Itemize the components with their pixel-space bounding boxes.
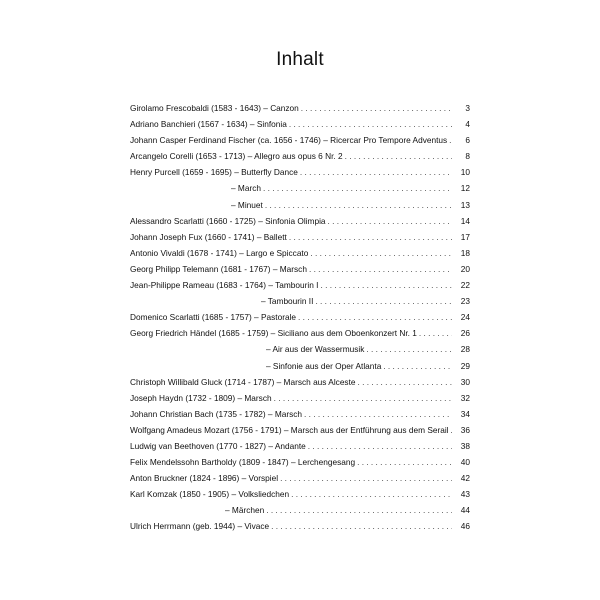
dot-leader — [263, 180, 452, 196]
toc-entry — [130, 406, 470, 422]
dot-leader — [328, 213, 452, 229]
toc-entry — [130, 470, 470, 486]
toc-page-number: 28 — [460, 344, 470, 355]
toc-entry — [130, 213, 470, 229]
toc-entry-text: Johann Casper Ferdinand Fischer (ca. 1656 - 1746) – Ricercar Pro Tempore Adventus — [130, 135, 448, 146]
toc-entry-text: – Air aus der Wassermusik — [266, 344, 365, 355]
dot-leader — [315, 293, 452, 309]
toc-entry-text: Felix Mendelssohn Bartholdy (1809 - 1847) – Lerchengesang — [130, 457, 356, 468]
toc-entry — [130, 180, 470, 196]
toc-page-number: 17 — [460, 231, 470, 242]
toc-entry — [130, 390, 470, 406]
toc-entry — [130, 293, 470, 309]
toc-entry-text: Domenico Scarlatti (1685 - 1757) – Pastorale — [130, 312, 297, 323]
dot-leader — [358, 374, 453, 390]
dot-leader — [291, 486, 452, 502]
toc-entry-text: Wolfgang Amadeus Mozart (1756 - 1791) – Marsch aus der Entführung aus dem Serail — [130, 424, 449, 435]
toc-entry-text: Karl Komzak (1850 - 1905) – Volksliedchen — [130, 489, 290, 500]
dot-leader — [289, 229, 452, 245]
dot-leader — [419, 325, 452, 341]
dot-leader — [301, 100, 452, 116]
dot-leader — [300, 164, 452, 180]
dot-leader — [289, 116, 452, 132]
dot-leader — [265, 197, 452, 213]
toc-page-number: 10 — [460, 167, 470, 178]
toc-page-number: 24 — [460, 312, 470, 323]
toc-entry — [130, 277, 470, 293]
dot-leader — [304, 406, 452, 422]
dot-leader — [345, 148, 452, 164]
toc-page-number: 42 — [460, 473, 470, 484]
toc-page-number: 3 — [465, 103, 470, 113]
toc-page-number: 40 — [460, 457, 470, 468]
dot-leader — [383, 358, 452, 374]
toc-page-number: 14 — [460, 215, 470, 226]
toc-entry — [130, 341, 470, 357]
toc-entry-text: – Märchen — [225, 505, 265, 516]
dot-leader — [271, 518, 452, 534]
toc-entry — [130, 374, 470, 390]
toc-entry-text: – Tambourin II — [261, 296, 314, 307]
dot-leader — [298, 309, 452, 325]
toc-page-number: 30 — [460, 376, 470, 387]
dot-leader — [274, 390, 452, 406]
toc-entry-text: Girolamo Frescobaldi (1583 - 1643) – Canzon — [130, 103, 299, 113]
toc-entry — [130, 132, 470, 148]
toc-page-number: 20 — [460, 263, 470, 274]
toc-entry-text: Anton Bruckner (1824 - 1896) – Vorspiel — [130, 473, 279, 484]
table-of-contents — [130, 100, 470, 535]
toc-entry — [130, 164, 470, 180]
dot-leader — [309, 261, 452, 277]
toc-entry — [130, 438, 470, 454]
dot-leader — [280, 470, 452, 486]
toc-entry-text: Antonio Vivaldi (1678 - 1741) – Largo e Spiccato — [130, 247, 309, 258]
toc-page-number: 29 — [460, 360, 470, 371]
toc-entry-text: Georg Philipp Telemann (1681 - 1767) – Marsch — [130, 263, 307, 274]
toc-entry — [130, 100, 470, 116]
toc-page-number: 44 — [460, 505, 470, 516]
toc-entry-text: Johann Joseph Fux (1660 - 1741) – Ballett — [130, 231, 287, 242]
toc-page-number: 23 — [460, 296, 470, 307]
toc-entry — [130, 261, 470, 277]
dot-leader — [308, 438, 452, 454]
toc-entry — [130, 518, 470, 534]
toc-page-number: 34 — [460, 408, 470, 419]
toc-entry-text: Adriano Banchieri (1567 - 1634) – Sinfonia — [130, 119, 287, 130]
toc-entry — [130, 148, 470, 164]
toc-page-number: 32 — [460, 392, 470, 403]
toc-page-number: 38 — [460, 440, 470, 451]
toc-page-number: 22 — [460, 280, 470, 291]
toc-page-number: 43 — [460, 489, 470, 500]
toc-entry — [130, 229, 470, 245]
toc-entry-text: – Minuet — [231, 199, 263, 210]
toc-entry — [130, 422, 470, 438]
toc-page-number: 12 — [460, 183, 470, 194]
toc-entry — [130, 197, 470, 213]
dot-leader — [449, 132, 452, 148]
dot-leader — [451, 422, 452, 438]
toc-entry-text: Jean-Philippe Rameau (1683 - 1764) – Tambourin I — [130, 280, 319, 291]
toc-entry-text: – Sinfonie aus der Oper Atlanta — [266, 360, 382, 371]
dot-leader — [310, 245, 452, 261]
toc-entry-text: Christoph Willibald Gluck (1714 - 1787) – Marsch aus Alceste — [130, 376, 356, 387]
toc-page-number: 6 — [465, 135, 470, 146]
toc-entry — [130, 454, 470, 470]
toc-entry-text: Ulrich Herrmann (geb. 1944) – Vivace — [130, 521, 270, 532]
toc-entry-text: Ludwig van Beethoven (1770 - 1827) – Andante — [130, 440, 306, 451]
toc-page-number: 18 — [460, 247, 470, 258]
toc-entry-text: Arcangelo Corelli (1653 - 1713) – Allegro aus opus 6 Nr. 2 — [130, 151, 343, 162]
toc-entry — [130, 116, 470, 132]
toc-entry — [130, 325, 470, 341]
toc-page-number: 8 — [465, 151, 470, 162]
dot-leader — [357, 454, 452, 470]
toc-entry-text: Joseph Haydn (1732 - 1809) – Marsch — [130, 392, 272, 403]
toc-entry-text: Johann Christian Bach (1735 - 1782) – Marsch — [130, 408, 303, 419]
toc-entry — [130, 486, 470, 502]
toc-entry-text: Henry Purcell (1659 - 1695) – Butterfly Dance — [130, 167, 298, 178]
toc-entry-text: Georg Friedrich Händel (1685 - 1759) – Siciliano aus dem Oboenkonzert Nr. 1 — [130, 328, 417, 339]
page-title: Inhalt — [276, 49, 324, 70]
toc-page-number: 13 — [460, 199, 470, 210]
toc-entry — [130, 309, 470, 325]
toc-entry — [130, 502, 470, 518]
toc-entry-text: Alessandro Scarlatti (1660 - 1725) – Sinfonia Olimpia — [130, 215, 326, 226]
dot-leader — [366, 341, 452, 357]
toc-entry-text: – March — [231, 183, 261, 194]
toc-page-number: 26 — [460, 328, 470, 339]
dot-leader — [266, 502, 452, 518]
toc-entry — [130, 358, 470, 374]
toc-entry — [130, 245, 470, 261]
toc-page-number: 36 — [460, 424, 470, 435]
toc-page-number: 4 — [465, 119, 470, 130]
dot-leader — [320, 277, 452, 293]
toc-page-number: 46 — [460, 521, 470, 532]
